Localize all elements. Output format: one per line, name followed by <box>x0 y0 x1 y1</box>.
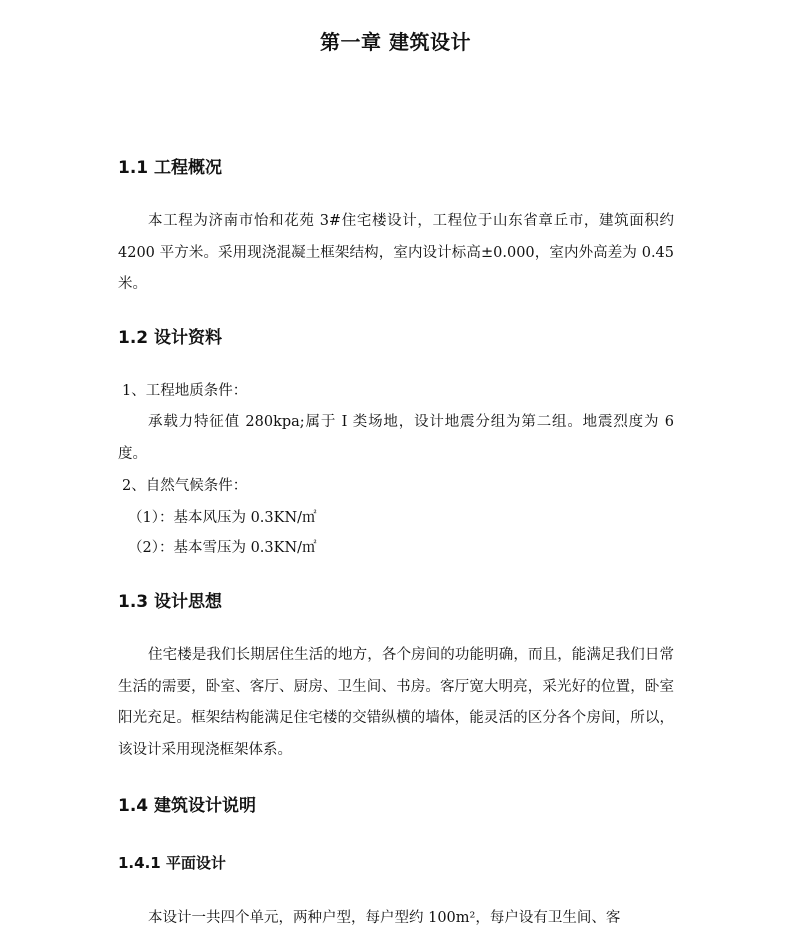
section-1-4-1-paragraph: 本设计一共四个单元，两种户型，每户型约 100m²，每户设有卫生间、客 <box>148 910 621 926</box>
item-climate-title: 2、自然气候条件： <box>122 478 248 494</box>
section-heading-1-3: 1.3 设计思想 <box>118 592 223 612</box>
section-heading-1-1: 1.1 工程概况 <box>118 158 223 178</box>
section-heading-1-4: 1.4 建筑设计说明 <box>118 796 257 816</box>
section-heading-1-2: 1.2 设计资料 <box>118 328 223 348</box>
item-geology-text: 承载力特征值 280kpa;属于 I 类场地，设计地震分组为第二组。地震烈度为 6 度。 <box>118 414 674 462</box>
item-wind-pressure: （1）：基本风压为 0.3KN/㎡ <box>128 510 317 526</box>
chapter-title: 第一章 建筑设计 <box>320 30 471 54</box>
item-geology-title: 1、工程地质条件： <box>122 383 248 399</box>
subsection-heading-1-4-1: 1.4.1 平面设计 <box>118 854 226 872</box>
section-1-1-paragraph: 本工程为济南市怡和花苑 3#住宅楼设计，工程位于山东省章丘市，建筑面积约 4200 平方米。采用现浇混凝土框架结构，室内设计标高±0.000，室内外高差为 0.45 米。 <box>118 213 674 292</box>
item-snow-pressure: （2）：基本雪压为 0.3KN/㎡ <box>128 540 317 556</box>
section-1-3-paragraph: 住宅楼是我们长期居住生活的地方，各个房间的功能明确，而且，能满足我们日常生活的需要，卧室、客厅、厨房、卫生间、书房。客厅宽大明亮，采光好的位置，卧室阳光充足。框架结构能满足住宅楼的交错纵横的墙体，能灵活的区分各个房间，所以，该设计采用现浇框架体系。 <box>118 647 674 758</box>
